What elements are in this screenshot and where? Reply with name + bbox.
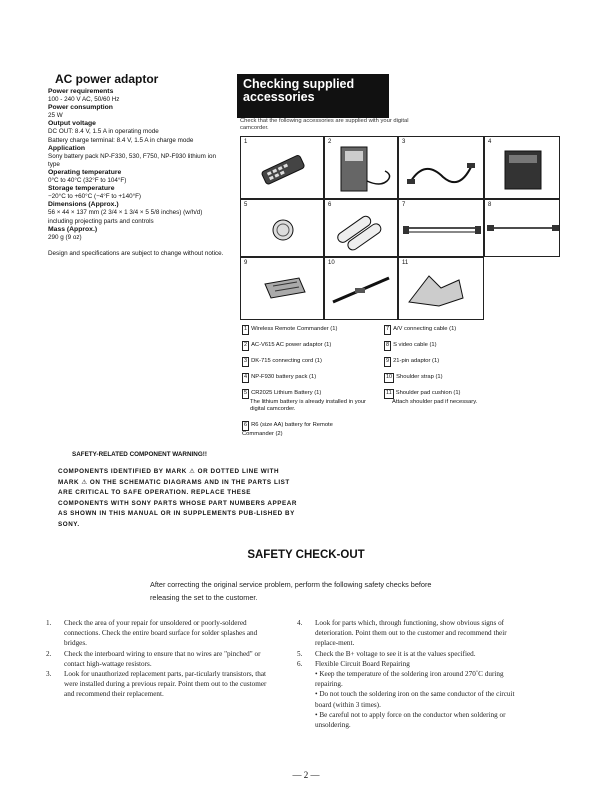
- accessory-item: 10 Shoulder strap (1): [384, 373, 534, 383]
- box-number: 2: [328, 139, 332, 145]
- spec-label: Dimensions (Approx.): [48, 201, 119, 209]
- box-number: 9: [244, 260, 248, 266]
- warning-title: SAFETY-RELATED COMPONENT WARNING!!: [72, 451, 207, 458]
- accessory-box-4: [484, 136, 560, 199]
- accessory-item: 3 DK-715 connecting cord (1): [242, 357, 392, 367]
- lithium-battery-icon: [241, 200, 325, 258]
- accessory-box-10: [324, 257, 398, 320]
- accessories-heading-line1: Checking supplied: [243, 77, 355, 91]
- safety-item: 2. Check the interboard wiring to ensure that no wires are "pinched" or contact high-wattage resistors.: [46, 649, 261, 668]
- safety-right-column: [297, 618, 527, 730]
- av-cable-icon: [399, 200, 485, 258]
- ac-adaptor-icon: [325, 137, 399, 200]
- aa-batteries-icon: [325, 200, 399, 258]
- ac-adaptor-title: AC power adaptor: [55, 72, 159, 86]
- box-number: 8: [488, 202, 492, 208]
- accessory-box-9: [240, 257, 324, 320]
- spec-value: Sony battery pack NP-F330, 530, F750, NP-F930 lithium ion type: [48, 152, 216, 168]
- spec-label: Operating temperature: [48, 168, 122, 176]
- safety-title: SAFETY CHECK-OUT: [247, 549, 365, 561]
- box-number: 4: [488, 139, 492, 145]
- accessory-item: 4 NP-F930 battery pack (1): [242, 373, 392, 383]
- accessories-heading: [237, 74, 389, 118]
- spec-label: Storage temperature: [48, 185, 115, 193]
- remote-commander-icon: [241, 137, 325, 200]
- spec-value: DC OUT: 8.4 V, 1.5 A in operating mode: [48, 128, 159, 136]
- box-number: 10: [328, 260, 335, 266]
- safety-item: 3. Look for unauthorized replacement parts, par-ticularly transistors, that were installed during a previous repair. Point them out to the customer and recommend their replacement.: [46, 670, 267, 699]
- safety-subitem: • Do not touch the soldering iron on the same conductor of the circuit board (within 3 times).: [315, 690, 515, 709]
- accessory-box-5: [240, 199, 324, 257]
- spec-label: Output voltage: [48, 120, 96, 128]
- s-video-cable-icon: [485, 200, 561, 258]
- spec-label: Application: [48, 144, 86, 152]
- spec-value: 56 × 44 × 137 mm (2 3/4 × 1 3/4 × 5 5/8 inches) (w/h/d) including projecting parts and controls: [48, 209, 203, 225]
- safety-subitem: • Keep the temperature of the soldering iron around 270˚C during repairing.: [315, 670, 504, 689]
- connecting-cord-icon: [399, 137, 485, 200]
- shoulder-pad-icon: [399, 258, 485, 321]
- safety-left-column: [46, 618, 276, 700]
- accessory-item: 6 R6 (size AA) battery for Remote Commander (2): [242, 422, 333, 437]
- accessory-box-3: [398, 136, 484, 199]
- accessory-box-7: [398, 199, 484, 257]
- safety-subitem: • Be careful not to apply force on the conductor when soldering or unsoldering.: [315, 710, 506, 730]
- spec-value: Battery charge terminal: 8.4 V, 1.5 A in charge mode: [48, 136, 194, 144]
- accessories-heading-line2: accessories: [243, 89, 315, 104]
- accessory-box-1: [240, 136, 324, 199]
- accessory-item: 5 CR2025 Lithium Battery (1) The lithium battery is already installed in your digital camcorder.: [244, 390, 366, 412]
- spec-label: Mass (Approx.): [48, 225, 98, 233]
- accessory-item: 7 A/V connecting cable (1): [384, 325, 534, 335]
- accessory-item: 2 AC-V615 AC power adaptor (1): [242, 341, 392, 351]
- box-number: 1: [244, 139, 248, 145]
- spec-value: 25 W: [48, 112, 63, 120]
- page-number: — 2 —: [292, 770, 320, 780]
- safety-item: 4. Look for parts which, through functioning, show obvious signs of deterioration. Point them out to the customer and recommend their replace-ment.: [297, 619, 507, 648]
- warning-body: COMPONENTS IDENTIFIED BY MARK ⚠ OR DOTTED LINE WITH MARK ⚠ ON THE SCHEMATIC DIAGRAMS AND IN THE PARTS LIST ARE CRITICAL TO SAFE OPERATION. REPLACE THESE COMPONENTS WITH SONY PARTS WHOSE PART NUMBERS APPEAR AS SHOWN IN THIS MANUAL OR IN SUPPLEMENTS PUB-LISHED BY SONY.: [58, 468, 297, 528]
- spec-note: Design and specifications are subject to change without notice.: [48, 249, 224, 257]
- accessory-item: 8 S video cable (1): [384, 341, 534, 351]
- spec-value: −20°C to +60°C (−4°F to +140°F): [48, 193, 142, 201]
- box-number: 7: [402, 202, 406, 208]
- box-number: 3: [402, 139, 406, 145]
- accessory-box-8: [484, 199, 560, 257]
- box-number: 5: [244, 202, 248, 208]
- accessories-intro: Check that the following accessories are supplied with your digital camcorder.: [240, 118, 409, 131]
- accessory-box-6: [324, 199, 398, 257]
- safety-intro: After correcting the original service problem, perform the following safety checks before releasing the set to the customer.: [150, 580, 432, 602]
- accessory-item: 1 Wireless Remote Commander (1): [242, 325, 392, 335]
- spec-label: Power consumption: [48, 104, 113, 112]
- safety-item: 5. Check the B+ voltage to see it is at the values specified.: [297, 649, 476, 658]
- safety-item: 6. Flexible Circuit Board Repairing: [297, 659, 410, 668]
- box-number: 6: [328, 202, 332, 208]
- accessory-item: 9 21-pin adaptor (1): [384, 357, 534, 367]
- spec-value: 100 - 240 V AC, 50/60 Hz: [48, 96, 120, 104]
- shoulder-strap-icon: [325, 258, 399, 321]
- safety-item: 1. Check the area of your repair for unsoldered or poorly-soldered connections. Check the entire board surface for solder splashes and bridges.: [46, 619, 258, 648]
- spec-value: 0°C to 40°C (32°F to 104°F): [48, 177, 127, 185]
- spec-value: 290 g (9 oz): [48, 233, 82, 241]
- accessory-box-11: [398, 257, 484, 320]
- pin-adaptor-icon: [241, 258, 325, 321]
- box-number: 11: [402, 260, 409, 266]
- ac-adaptor-specs: [48, 88, 228, 258]
- accessory-item: 11 Shoulder pad cushion (1) Attach shoulder pad if necessary.: [386, 390, 478, 405]
- spec-label: Power requirements: [48, 88, 114, 95]
- battery-pack-icon: [485, 137, 561, 200]
- accessory-box-2: [324, 136, 398, 199]
